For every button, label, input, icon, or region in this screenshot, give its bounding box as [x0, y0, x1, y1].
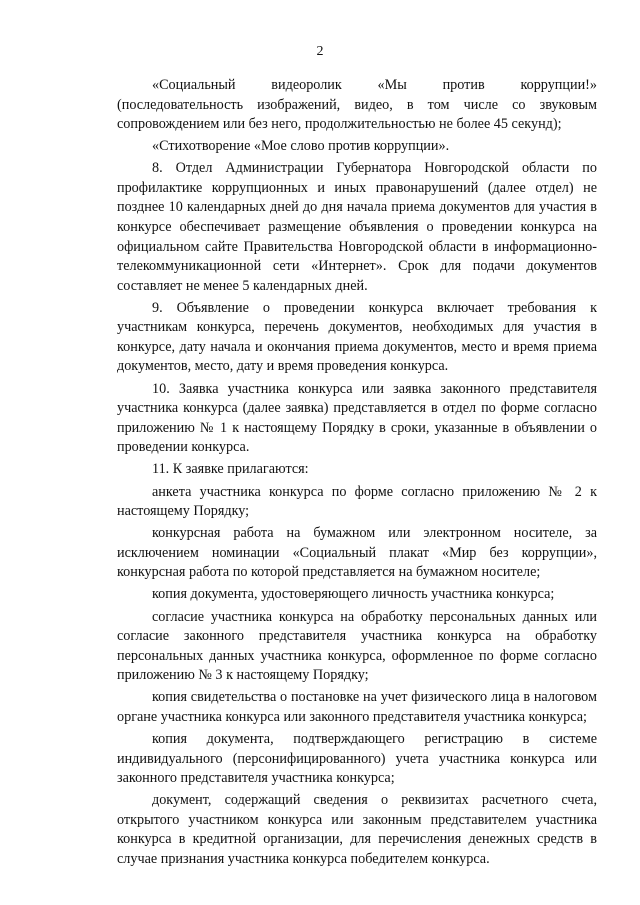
paragraph-item-8: 8. Отдел Администрации Губернатора Новгородской области по профилактике коррупционных и иных правонарушений (далее отдел) не позднее 10 календарных дней до дня начала приема документов для участия в конкурсе обеспечивает размещение объявления о проведении конкурса на официальном сайте Правительства Новгородской области в информационно-телекоммуникационной сети «Интернет». Срок для подачи документов составляет не менее 5 календарных дней.: [117, 160, 597, 294]
paragraph-video-nomination: «Социальный видеоролик «Мы против коррупции!» (последовательность изображений, видео, в том числе со звуковым сопровождением или без него, продолжительностью не более 45 секунд);: [117, 77, 597, 133]
list-item-id-copy: копия документа, удостоверяющего личность участника конкурса;: [152, 586, 555, 603]
list-item-competition-work: конкурсная работа на бумажном или электронном носителе, за исключением номинации «Социальный плакат «Мир без коррупции», конкурсная работа по которой представляется на бумажном носителе;: [117, 525, 597, 581]
paragraph-item-10: 10. Заявка участника конкурса или заявка законного представителя участника конкурса (далее заявка) представляется в отдел по форме согласно приложению № 1 к настоящему Порядку в сроки, указанные в объявлении о проведении конкурса.: [117, 380, 597, 456]
paragraph-item-11: 11. К заявке прилагаются:: [152, 461, 309, 478]
document-body: [117, 76, 597, 869]
page-number: 2: [316, 44, 324, 59]
list-item-data-consent: согласие участника конкурса на обработку персональных данных или согласие законного представителя участника конкурса на обработку персональных данных участника конкурса, оформленное по форме согласно приложению № 3 к настоящему Порядку;: [117, 608, 597, 684]
paragraph-poem-nomination: «Стихотворение «Мое слово против коррупции».: [152, 138, 450, 155]
list-item-bank-details: документ, содержащий сведения о реквизитах расчетного счета, открытого участником конкурса или законным представителем участника конкурса в кредитной организации, для перечисления денежных средств в случае признания участника конкурса победителем конкурса.: [117, 792, 597, 867]
paragraph-item-9: 9. Объявление о проведении конкурса включает требования к участникам конкурса, перечень документов, необходимых для участия в конкурсе, дату начала и окончания приема документов, место и время приема документов, место, дату и время проведения конкурса.: [117, 299, 597, 375]
list-item-registration-doc: копия документа, подтверждающего регистрацию в системе индивидуального (персонифицированного) учета участника конкурса или законного представителя участника конкурса;: [117, 731, 597, 787]
list-item-questionnaire: анкета участника конкурса по форме согласно приложению № 2 к настоящему Порядку;: [117, 483, 597, 520]
list-item-tax-certificate: копия свидетельства о постановке на учет физического лица в налоговом органе участника конкурса или законного представителя участника конкурса;: [117, 689, 597, 725]
